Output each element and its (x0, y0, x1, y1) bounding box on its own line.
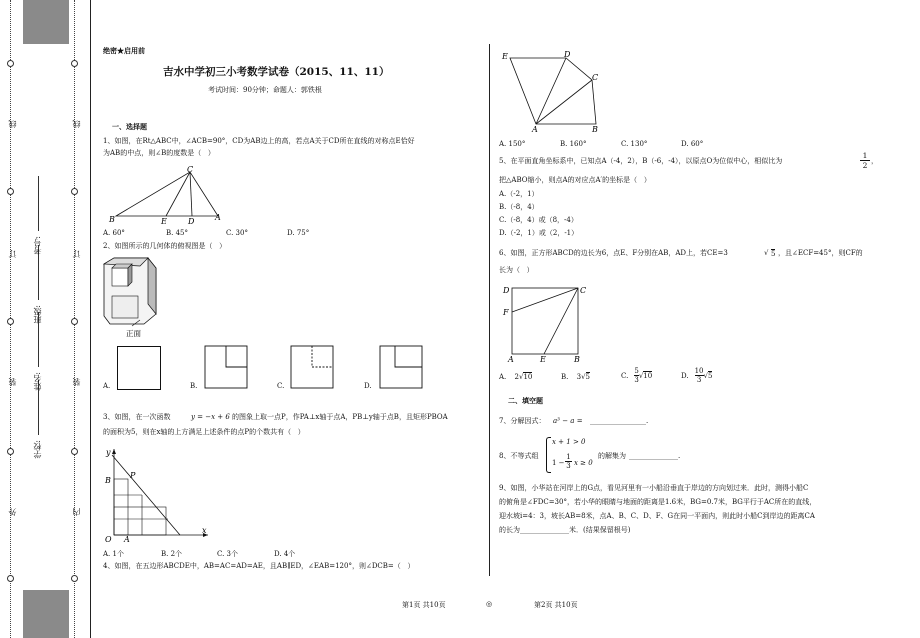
q2-option-a-shape[interactable] (117, 346, 161, 390)
school-label: 学校: (33, 440, 42, 459)
q2-option-b-shape[interactable] (204, 345, 250, 391)
q4-text: 4、如图，在五边形ABCDE中，AB=AC=AD=AE，且AB∥ED，∠EAB=120°，则∠DCB=（ ） (103, 562, 415, 570)
q6-option-c-sqrt-sign: √ (638, 371, 644, 380)
q6-sqrt-sign: √ (764, 249, 769, 257)
q6-label-d: D (503, 286, 510, 295)
exam-number-field[interactable] (38, 176, 39, 231)
q3-formula: y = −x + 6 (191, 413, 230, 421)
q8-ineq2-den: 3 (566, 462, 571, 470)
q3-text-line1a: 3、如图，在一次函数 (103, 413, 171, 421)
q6-option-a-sqrt-sign: √ (518, 373, 524, 381)
name-label: 姓名: (33, 372, 42, 391)
binding-label-xian: 线 (8, 120, 17, 128)
q5-option-b[interactable]: B.（-8，4） (499, 203, 539, 211)
binding-label-xian-2: 线 (72, 120, 81, 128)
q3-option-a[interactable]: A. 1个 (103, 550, 124, 558)
q1-label-c: C (187, 165, 194, 174)
q4-option-a[interactable]: A. 150° (499, 140, 526, 148)
q2-solid-figure (102, 256, 172, 338)
exam-info: 考试时间：90分钟；命题人：郭铁根 (208, 86, 322, 94)
binding-hole (71, 188, 78, 195)
q5-option-c[interactable]: C.（-8，4）或（8，-4） (499, 216, 578, 224)
q4-label-b: B (592, 125, 598, 134)
q3-figure (102, 445, 212, 543)
q1-option-a[interactable]: A. 60° (103, 229, 125, 237)
q7-text: 7、分解因式： (499, 417, 546, 425)
binding-hole (71, 448, 78, 455)
q2-front-label: 正面 (126, 329, 141, 338)
section-heading-fill: 二、填空题 (508, 396, 543, 405)
q1-text-line1: 1、如图，在Rt△ABC中，∠ACB=90°，CD为AB边上的高，若点A关于CD所在直线的对称点E恰好 (103, 137, 415, 145)
q5-frac-tail: ， (871, 157, 878, 165)
q7-answer-blank[interactable]: ________________. (590, 417, 649, 425)
q1-option-b[interactable]: B. 45° (166, 229, 189, 237)
q9-text-line2: 的俯角是∠FDC=30°，若小华的眼睛与地面的距离是1.6米，BG=0.7米，BG平行于AC所在的直线， (499, 498, 817, 506)
q3-option-b[interactable]: B. 2个 (161, 550, 183, 558)
q3-option-d[interactable]: D. 4个 (274, 550, 296, 558)
q2-option-d-shape[interactable] (379, 345, 425, 391)
page-number-left: 第1页 共10页 (402, 601, 446, 609)
class-label: 班级: (33, 305, 42, 324)
q5-option-d[interactable]: D.（-2，1）或（2，-1） (499, 229, 579, 237)
q6-option-a-key: A. (499, 373, 507, 381)
q3-label-y: y (106, 448, 111, 457)
q4-option-d[interactable]: D. 60° (681, 140, 704, 148)
q1-label-e: E (161, 217, 167, 226)
q1-label-a: A (215, 213, 221, 222)
q8-answer-blank[interactable]: ______________. (629, 452, 681, 460)
q4-label-a: A (532, 125, 538, 134)
binding-hole (71, 60, 78, 67)
q2-option-b[interactable]: B. (190, 382, 198, 390)
q6-option-b-radicand: 5 (585, 373, 591, 381)
page-number-right: 第2页 共10页 (534, 601, 578, 609)
binding-label-nei: 内 (72, 508, 81, 516)
q3-label-o: O (105, 535, 112, 543)
q6-option-b-coef: 3 (576, 373, 582, 381)
q3-text-line1b: 的图象上取一点P，作PA⊥x轴于点A，PB⊥y轴于点B，且矩形PBOA (232, 413, 448, 421)
q2-text: 2、如图所示的几何体的俯视图是（ ） (103, 242, 227, 250)
binding-hole (7, 575, 14, 582)
q6-option-c-num: 5 (634, 367, 639, 375)
q2-option-d[interactable]: D. (364, 382, 372, 390)
q5-option-a[interactable]: A.（-2，1） (499, 190, 539, 198)
q8-ineq2-num: 1 (566, 453, 571, 461)
q2-option-c[interactable]: C. (277, 382, 285, 390)
page-title: 吉水中学初三小考数学试卷（2015、11、11） (163, 66, 390, 78)
q5-ratio-fraction (860, 151, 870, 170)
q4-label-c: C (592, 73, 599, 82)
binding-hole (7, 318, 14, 325)
q6-label-e: E (540, 355, 546, 364)
binding-label-zhuang: 装 (8, 378, 17, 386)
binding-label-ding-2: 订 (72, 250, 81, 258)
q3-text-line2: 的面积为5，则在x轴的上方满足上述条件的点P的个数共有（ ） (103, 428, 305, 436)
binding-label-wai: 外 (8, 508, 17, 516)
q6-option-d-key: D. (681, 371, 689, 380)
q6-option-a-coef: 2 (514, 373, 519, 381)
q8-ineq2-fraction (565, 453, 572, 470)
q6-option-d-num: 10 (694, 367, 704, 375)
q6-sqrt-value: 5 (771, 250, 776, 258)
q5-frac-num: 1 (860, 151, 870, 161)
binding-margin (0, 0, 92, 638)
q2-option-c-shape[interactable] (290, 345, 336, 391)
q1-label-d: D (188, 217, 195, 226)
q1-option-c[interactable]: C. 30° (226, 229, 248, 237)
q4-option-b[interactable]: B. 160° (560, 140, 587, 148)
q6-option-a-radicand: 10 (523, 373, 533, 381)
q6-option-b-sqrt-sign: √ (581, 373, 586, 381)
q3-label-x: x (202, 526, 207, 535)
q4-label-d: D (564, 50, 571, 59)
q6-label-f: F (503, 308, 509, 317)
binding-top-block (23, 0, 69, 44)
q3-option-c[interactable]: C. 3个 (217, 550, 239, 558)
binding-label-zhuang-2: 装 (72, 378, 81, 386)
q8-text-post: 的解集为 (598, 452, 626, 460)
q4-option-c[interactable]: C. 130° (621, 140, 648, 148)
binding-edge (90, 0, 91, 638)
q6-option-c[interactable] (621, 367, 652, 384)
q6-text-line1a: 6、如图，正方形ABCD的边长为6，点E、F分别在AB，AD上，若CE=3 (499, 249, 728, 257)
binding-hole (7, 60, 14, 67)
q6-label-b: B (574, 355, 580, 364)
column-divider (489, 44, 490, 576)
binding-label-ding: 订 (8, 250, 17, 258)
q5-frac-den: 2 (862, 161, 868, 170)
q2-option-a[interactable]: A. (103, 382, 111, 390)
q8-ineq1: x + 1 > 0 (552, 438, 586, 446)
q4-label-e: E (502, 52, 508, 61)
section-heading-choice: 一、选择题 (112, 122, 147, 131)
q6-option-c-den: 3 (634, 376, 639, 384)
q6-label-c: C (580, 286, 586, 295)
q6-option-d-den: 3 (696, 376, 702, 384)
q6-option-c-radicand: 10 (643, 372, 653, 380)
q1-option-d[interactable]: D. 75° (287, 229, 310, 237)
q8-text-pre: 8、不等式组 (499, 452, 539, 460)
secret-label: 绝密★启用前 (103, 46, 145, 55)
q9-text-line1: 9、如图，小华站在河岸上的G点，看见河里有一小船沿垂直于岸边的方向划过来．此时，测得小船C (499, 484, 809, 492)
q3-label-a: A (124, 535, 130, 543)
q6-option-c-key: C. (621, 371, 629, 380)
q5-text-line2: 把△ABO缩小，则点A的对应点A′的坐标是（ ） (499, 176, 651, 184)
q6-option-a[interactable] (499, 373, 532, 381)
q7-expr: a³ − a = (553, 417, 583, 425)
q6-text-line2: 长为（ ） (499, 266, 534, 274)
q9-text-line4: 的长为______________米．(结果保留根号) (499, 526, 631, 534)
q8-brace (546, 437, 551, 473)
q5-text-line1: 5、在平面直角坐标系中，已知点A（-4，2），B（-6，-4），以原点O为位似中心，相似比为 (499, 157, 783, 165)
q8-ineq2b: x ≥ 0 (574, 459, 593, 467)
binding-hole (7, 188, 14, 195)
q1-text-line2: 为AB的中点，则∠B的度数是（ ） (103, 149, 215, 157)
q6-label-a: A (508, 355, 514, 364)
q6-option-d-frac (695, 367, 704, 384)
q6-option-b-key: B. (561, 373, 569, 381)
q6-option-d-radicand: 5 (707, 372, 713, 380)
q1-label-b: B (109, 215, 115, 224)
footer-separator: ◎ (486, 600, 493, 608)
binding-hole (71, 318, 78, 325)
q3-label-b: B (105, 476, 111, 485)
q6-option-b[interactable] (561, 373, 590, 381)
q6-option-d-sqrt-sign: √ (703, 371, 708, 380)
q6-option-d[interactable] (681, 367, 712, 384)
q4-figure (500, 48, 606, 134)
binding-hole (7, 448, 14, 455)
exam-number-label: 考号: (33, 236, 42, 255)
q6-figure (500, 282, 586, 364)
q3-label-p: P (130, 471, 136, 480)
q1-figure (104, 164, 234, 226)
binding-bottom-block (23, 590, 69, 638)
q6-text-line1b: ，且∠ECF=45°，则CF的 (778, 249, 863, 257)
binding-hole (71, 575, 78, 582)
q9-text-line3: 迎水坡i=4：3，坡长AB=8米，点A、B、C、D、F、G在同一平面内，则此时小船C到岸边的距离CA (499, 512, 815, 520)
q8-ineq2a: 1 − (552, 459, 565, 467)
